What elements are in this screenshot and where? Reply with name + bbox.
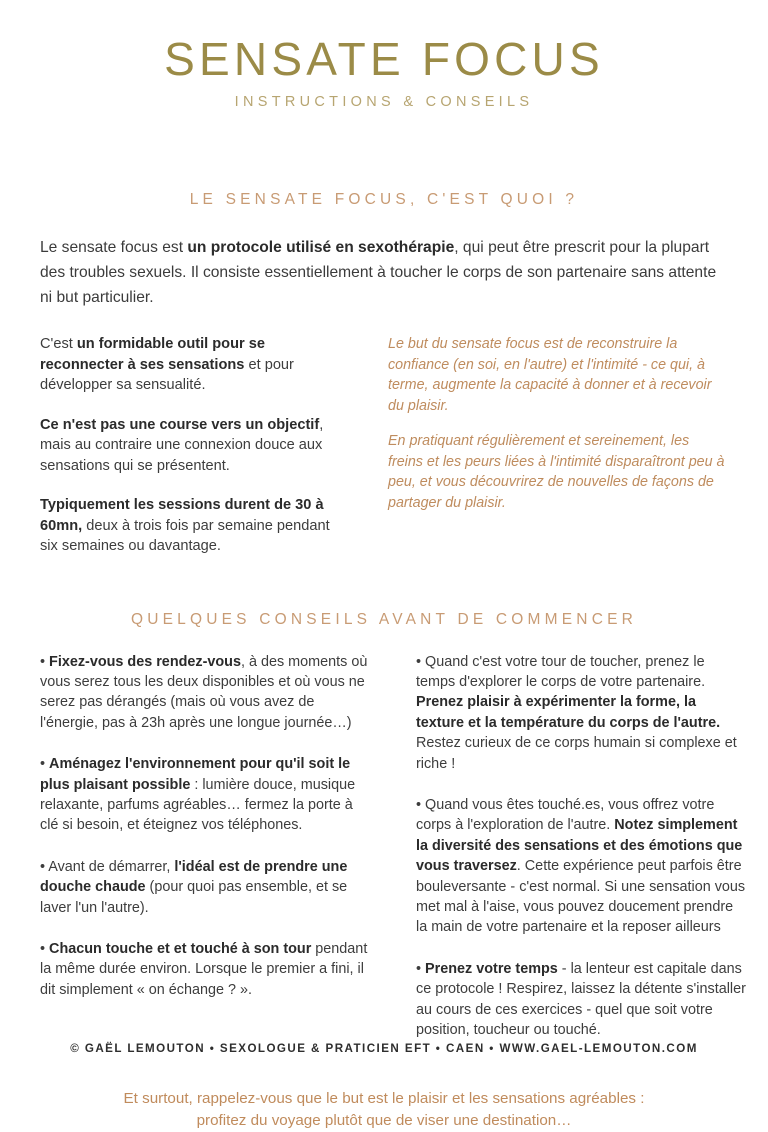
advice-list-item xyxy=(416,795,746,938)
bullet-trail-text: Restez curieux de ce corps humain si complexe et riche ! xyxy=(416,735,737,772)
bullet-trail-text: . Cette expérience peut parfois être bouleversante - c'est normal. Si une sensation vous met mal à l'aise, vous pouvez doucement prendre la main de votre partenaire et la reposer ailleurs xyxy=(416,858,746,936)
highlight-note: Le but du sensate focus est de reconstruire la confiance (en soi, en l'autre) et l'intimité - ce qui, à terme, augmente la capacité à donner et à recevoir du plaisir. xyxy=(388,336,712,414)
bullet-trail-text: : lumière douce, musique relaxante, parfums agréables… fermez la porte à clé si besoin, et éteignez vos téléphones. xyxy=(40,776,356,834)
advice-list-item xyxy=(416,959,746,1041)
section-one-left-column xyxy=(40,334,343,557)
paragraph-lead-text: C'est xyxy=(40,336,77,352)
intro-text-part-1: Le sensate focus est xyxy=(40,239,188,256)
paragraph-bold-text: un formidable outil pour se reconnecter à ses sensations xyxy=(40,336,265,373)
document-subtitle: INSTRUCTIONS & CONSEILS xyxy=(234,94,534,110)
bullet-bold-text: Fixez-vous des rendez-vous xyxy=(49,653,241,670)
bullet-trail-text: (pour quoi pas ensemble, et se laver l'un l'autre). xyxy=(40,879,348,916)
section-heading-what-is-sensate-focus: LE SENSATE FOCUS, C'EST QUOI ? xyxy=(189,191,579,208)
paragraph-trail-text: , mais au contraire une connexion douce aux sensations qui se présentent. xyxy=(40,416,324,474)
advice-left-column xyxy=(40,652,370,1041)
advice-list-item xyxy=(40,939,370,1000)
left-paragraph xyxy=(40,415,343,477)
bullet-lead-text: • Avant de démarrer, xyxy=(40,858,175,875)
intro-bold-phrase: un protocole utilisé en sexothérapie xyxy=(187,239,455,256)
bullet-bold-text: l'idéal est de prendre une douche chaude xyxy=(40,858,348,896)
bullet-bold-text: Prenez plaisir à expérimenter la forme, la texture et la température du corps de l'autre. xyxy=(416,694,721,731)
closing-line-1: Et surtout, rappelez-vous que le but est le plaisir et les sensations agréables : xyxy=(123,1090,645,1108)
bullet-trail-text: - la lenteur est capitale dans ce protocole ! Respirez, laissez la détente s'installer au cours de ces exercices - quel que soit votre position, toucheur ou touché. xyxy=(416,960,746,1038)
bullet-lead-text: • Quand vous êtes touché.es, vous offrez votre corps à l'exploration de l'autre. xyxy=(416,796,715,834)
left-paragraph xyxy=(40,495,343,557)
bullet-lead-text: • Quand c'est votre tour de toucher, prenez le temps d'explorer le corps de votre partenaire. xyxy=(416,653,706,690)
bullet-trail-text: , à des moments où vous serez tous les deux disponibles et où vous ne serez pas dérangés (mais où vous avez de l'énergie, pas à 23h après une longue journée…) xyxy=(40,653,368,731)
bullet-bold-text: Aménagez l'environnement pour qu'il soit le plus plaisant possible xyxy=(40,756,351,793)
intro-paragraph xyxy=(40,235,728,310)
advice-list-item xyxy=(40,857,370,918)
paragraph-trail-text: deux à trois fois par semaine pendant six semaines ou davantage. xyxy=(40,517,330,554)
bullet-bold-text: Chacun touche et et touché à son tour xyxy=(49,940,312,957)
document-title: SENSATE FOCUS xyxy=(164,33,604,85)
section-one-columns xyxy=(40,334,728,557)
advice-list-item xyxy=(40,652,370,734)
left-paragraph xyxy=(40,334,343,396)
advice-right-column xyxy=(416,652,746,1041)
section-heading-advice-before-starting: QUELQUES CONSEILS AVANT DE COMMENCER xyxy=(130,610,638,628)
closing-line-2: profitez du voyage plutôt que de viser une destination… xyxy=(196,1112,572,1130)
bullet-lead-text: • xyxy=(40,940,50,957)
highlight-note: En pratiquant régulièrement et sereinement, les freins et les peurs liées à l'intimité disparaîtront peu à peu, et vous découvrirez de nouvelles de façons de partager du plaisir. xyxy=(388,433,725,511)
advice-list-item xyxy=(416,652,746,774)
bullet-bold-text: Prenez votre temps xyxy=(425,960,558,977)
footer-credit: © GAËL LEMOUTON • SEXOLOGUE & PRATICIEN EFT • CAEN • WWW.GAEL-LEMOUTON.COM xyxy=(70,1042,698,1055)
intro-text-part-2: , qui peut être prescrit pour la plupart des troubles sexuels. Il consiste essentiellement à toucher le corps de son partenaire sans attente ni but particulier. xyxy=(40,239,717,306)
section-one-right-column xyxy=(388,334,728,557)
section-two-columns xyxy=(40,652,746,1041)
bullet-lead-text: • xyxy=(40,653,50,670)
paragraph-bold-text: Ce n'est pas une course vers un objectif xyxy=(40,416,320,433)
bullet-lead-text: • xyxy=(40,756,50,773)
closing-message xyxy=(40,1088,728,1132)
advice-list-item xyxy=(40,754,370,836)
paragraph-bold-text: Typiquement les sessions durent de 30 à 60mn, xyxy=(40,497,324,534)
paragraph-trail-text: et pour développer sa sensualité. xyxy=(40,356,294,393)
document-masthead xyxy=(40,0,728,110)
bullet-bold-text: Notez simplement la diversité des sensations et des émotions que vous traversez xyxy=(416,817,743,875)
bullet-lead-text: • xyxy=(416,960,426,977)
bullet-trail-text: pendant la même durée environ. Lorsque le premier a fini, il dit simplement « on échange ? ». xyxy=(40,940,368,998)
